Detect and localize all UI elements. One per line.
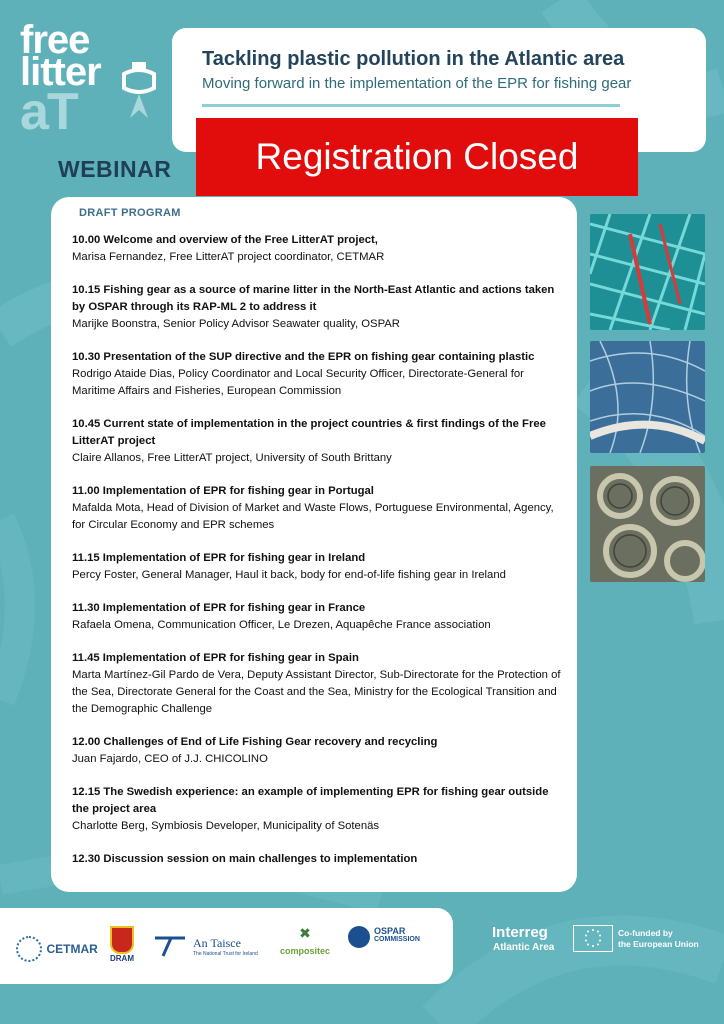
program-item-title: 11.30 Implementation of EPR for fishing gear in France: [72, 602, 366, 614]
dram-shield-icon: [110, 926, 134, 954]
program-item-title: 10.00 Welcome and overview of the Free LitterAT project,: [72, 234, 378, 246]
program-item-title: 10.30 Presentation of the SUP directive and the EPR on fishing gear containing plastic: [72, 351, 535, 363]
program-item-speaker: Claire Allanos, Free LitterAT project, University of South Brittany: [72, 452, 392, 464]
atlantic-area-label: Atlantic Area: [493, 942, 555, 953]
program-item: [72, 416, 562, 467]
bottle-fish-icon: [116, 60, 162, 120]
program-item-speaker: Juan Fajardo, CEO of J.J. CHICOLINO: [72, 753, 268, 765]
program-item-speaker: Marisa Fernandez, Free LitterAT project coordinator, CETMAR: [72, 251, 385, 263]
program-item-title: 10.15 Fishing gear as a source of marine litter in the North-East Atlantic and actions taken by OSPAR through its RAP-ML 2 to address it: [72, 284, 555, 313]
program-item-title: 11.45 Implementation of EPR for fishing gear in Spain: [72, 652, 359, 664]
program-item: [72, 650, 562, 718]
ospar-globe-icon: [348, 926, 370, 948]
program-item-speaker: Rafaela Omena, Communication Officer, Le Drezen, Aquapêche France association: [72, 619, 491, 631]
webinar-label: WEBINAR: [58, 156, 172, 182]
an-taisce-emblem-icon: [153, 934, 189, 958]
blue-net-photo: [590, 341, 705, 453]
compositec-logo: [280, 926, 330, 956]
program-item-title: 11.15 Implementation of EPR for fishing gear in Ireland: [72, 552, 366, 564]
fishing-net-photo: [590, 214, 705, 330]
logo-word-at: aT: [20, 83, 77, 141]
program-item: [72, 483, 562, 534]
program-item-title: 10.45 Current state of implementation in the project countries & first findings of the Free LitterAT project: [72, 418, 546, 447]
program-item: [72, 232, 562, 266]
page-title: Tackling plastic pollution in the Atlantic area: [202, 48, 625, 70]
dram-logo: [110, 926, 134, 963]
cofunded-label: [618, 928, 699, 950]
program-item-speaker: Charlotte Berg, Symbiosis Developer, Municipality of Sotenäs: [72, 820, 380, 832]
program-item-speaker: Percy Foster, General Manager, Haul it back, body for end-of-life fishing gear in Ireland: [72, 569, 506, 581]
partner-logos-bar: [0, 908, 453, 984]
program-item: [72, 784, 562, 835]
dram-label: DRAM: [110, 954, 134, 963]
an-taisce-label: An Taisce: [193, 936, 241, 950]
program-item: [72, 349, 562, 400]
interreg-logo-text: Interreg: [492, 924, 548, 941]
compositec-emblem-icon: ✖: [299, 925, 311, 941]
program-item: [72, 851, 562, 868]
program-item-speaker: Marta Martínez-Gil Pardo de Vera, Deputy Assistant Director, Sub-Directorate for the Protection of the Sea, Directorate General for the Coast and the Sea, Ministry for the Ecological Transition and the Demographic Challenge: [72, 669, 561, 715]
program-item: [72, 550, 562, 584]
program-list: [72, 232, 562, 884]
free-litterat-logo: [16, 18, 166, 152]
program-item-speaker: Mafalda Mota, Head of Division of Market and Waste Flows, Portuguese Environmental, Agency, for Circular Economy and EPR schemes: [72, 502, 554, 531]
program-item: [72, 734, 562, 768]
page-subtitle: Moving forward in the implementation of the EPR for fishing gear: [202, 75, 632, 92]
program-card: [51, 197, 577, 892]
ospar-commission-label: COMMISSION: [374, 936, 420, 943]
rope-photo: [590, 466, 705, 582]
cetmar-label: CETMAR: [46, 942, 98, 956]
cofunded-line-2: the European Union: [618, 939, 699, 949]
an-taisce-tagline: The National Trust for Ireland: [193, 951, 258, 957]
cofunded-line-1: Co-funded by: [618, 928, 673, 938]
title-divider: [202, 104, 620, 107]
logo-word-free: free: [20, 18, 90, 62]
cetmar-logo: [16, 936, 98, 962]
logo-word-litter: litter: [20, 50, 101, 94]
ospar-label: OSPAR: [374, 926, 406, 936]
program-item-title: 12.30 Discussion session on main challenges to implementation: [72, 853, 418, 865]
program-item-speaker: Rodrigo Ataide Dias, Policy Coordinator and Local Security Officer, Directorate-General for Maritime Affairs and Fisheries, European Commission: [72, 368, 524, 397]
eu-flag-icon: [573, 925, 613, 952]
an-taisce-logo: [153, 934, 258, 963]
program-item: [72, 600, 562, 634]
program-item: [72, 282, 562, 333]
registration-closed-banner: Registration Closed: [196, 118, 638, 196]
program-item-speaker: Marijke Boonstra, Senior Policy Advisor Seawater quality, OSPAR: [72, 318, 400, 330]
program-item-title: 12.15 The Swedish experience: an example of implementing EPR for fishing gear outside the project area: [72, 786, 549, 815]
compositec-label: compositec: [280, 946, 331, 956]
program-item-title: 12.00 Challenges of End of Life Fishing Gear recovery and recycling: [72, 736, 438, 748]
program-heading: DRAFT PROGRAM: [79, 207, 181, 219]
program-item-title: 11.00 Implementation of EPR for fishing gear in Portugal: [72, 485, 374, 497]
cetmar-globe-icon: [16, 936, 42, 962]
